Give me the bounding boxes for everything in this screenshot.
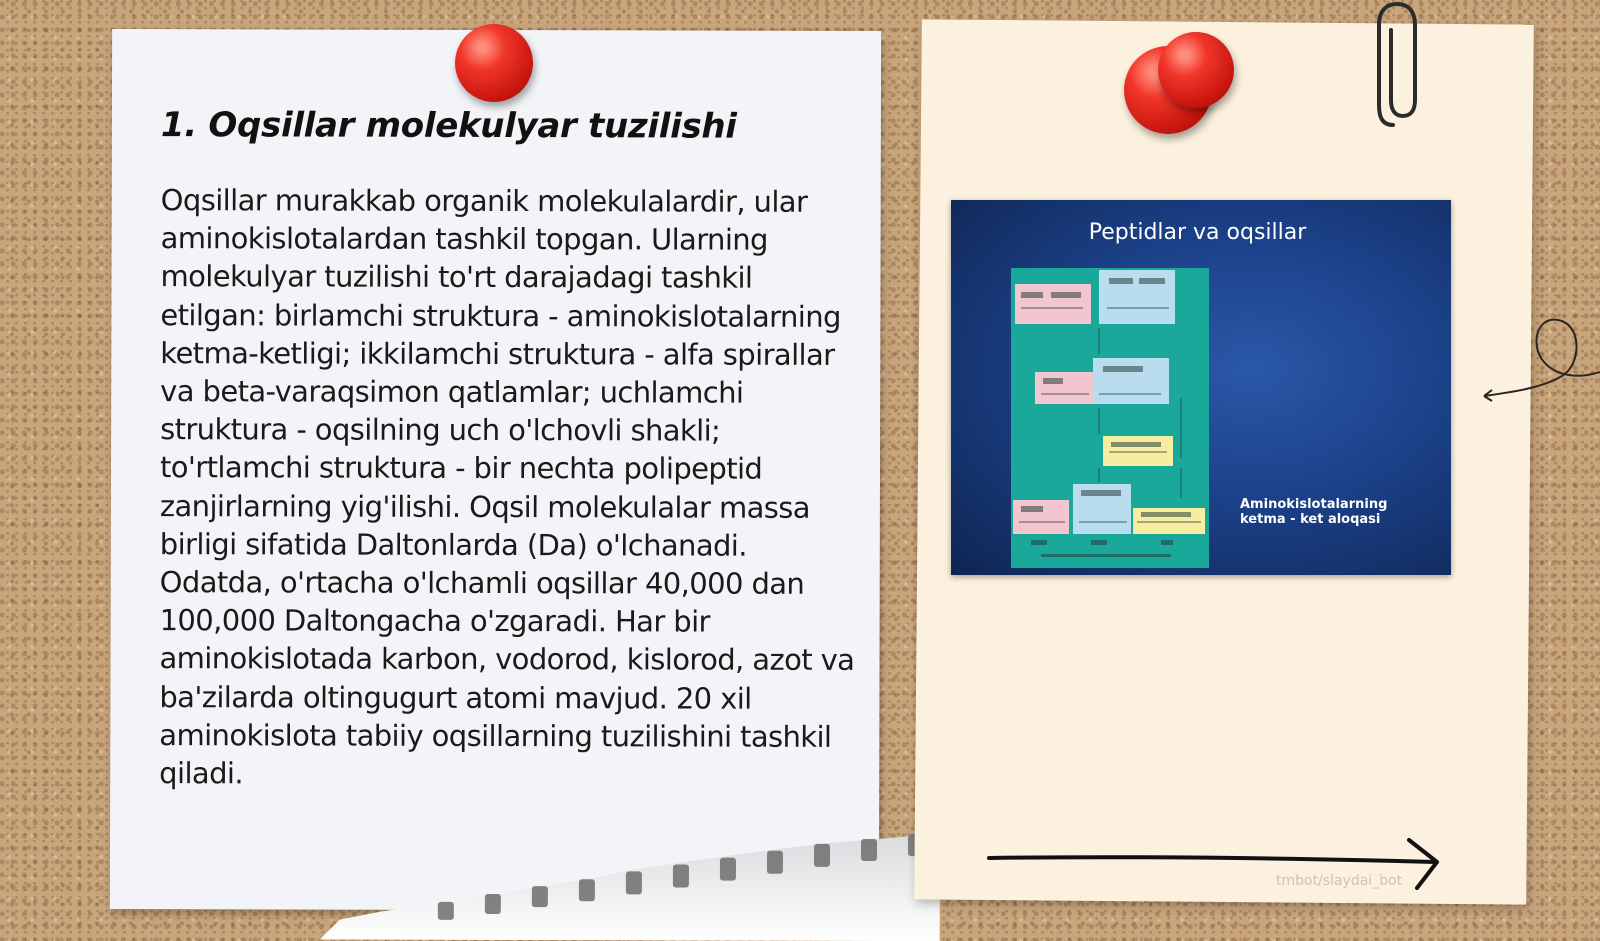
caption-line-2: ketma - ket aloqasi — [1240, 512, 1381, 527]
string-curl-icon — [1482, 310, 1600, 410]
note-body: Oqsillar murakkab organik molekulalardir, ular aminokislotalardan tashkil topgan. Ularning molekulyar tuzilishi to'rt darajadagi tashkil etilgan: birlamchi struktura - aminokislotalarning ketma-ketligi; ikkilamchi struktura - alfa spirallar va beta-varaqsimon qatlamlar; uchlamchi struktura - oqsilning uch o'lchovli shakli; to'rtlamchi struktura - bir nechta polipeptid zanjirlarning yig'ilishi. Oqsil molekulalar massa birligi sifatida Daltonlarda (Da) o'lchanadi. Odatda, o'rtacha o'lchamli oqsillar 40,000 dan 100,000 Daltongacha o'zgaradi. Har bir aminokislotada karbon, vodorod, kislorod, azot va ba'zilarda oltingugurt atomi mavjud. 20 xil aminokislota tabiiy oqsillarning tuzilishini tashkil qiladi. — [159, 183, 855, 791]
slide-image — [951, 200, 1451, 575]
watermark: tmbot/slaydai_bot — [1276, 873, 1403, 889]
slide-caption — [1240, 497, 1387, 527]
paperclip-icon — [1375, 0, 1425, 130]
caption-line-1: Aminokislotalarning — [1240, 497, 1388, 512]
left-note — [110, 29, 881, 911]
peptide-bond-diagram — [1011, 268, 1209, 568]
torn-paper-edge — [320, 830, 940, 941]
slide-title: Peptidlar va oqsillar — [1088, 220, 1307, 245]
red-pushpin-icon — [1158, 32, 1234, 108]
red-pushpin-icon — [455, 24, 533, 102]
note-title: 1. Oqsillar molekulyar tuzilishi — [160, 105, 737, 147]
